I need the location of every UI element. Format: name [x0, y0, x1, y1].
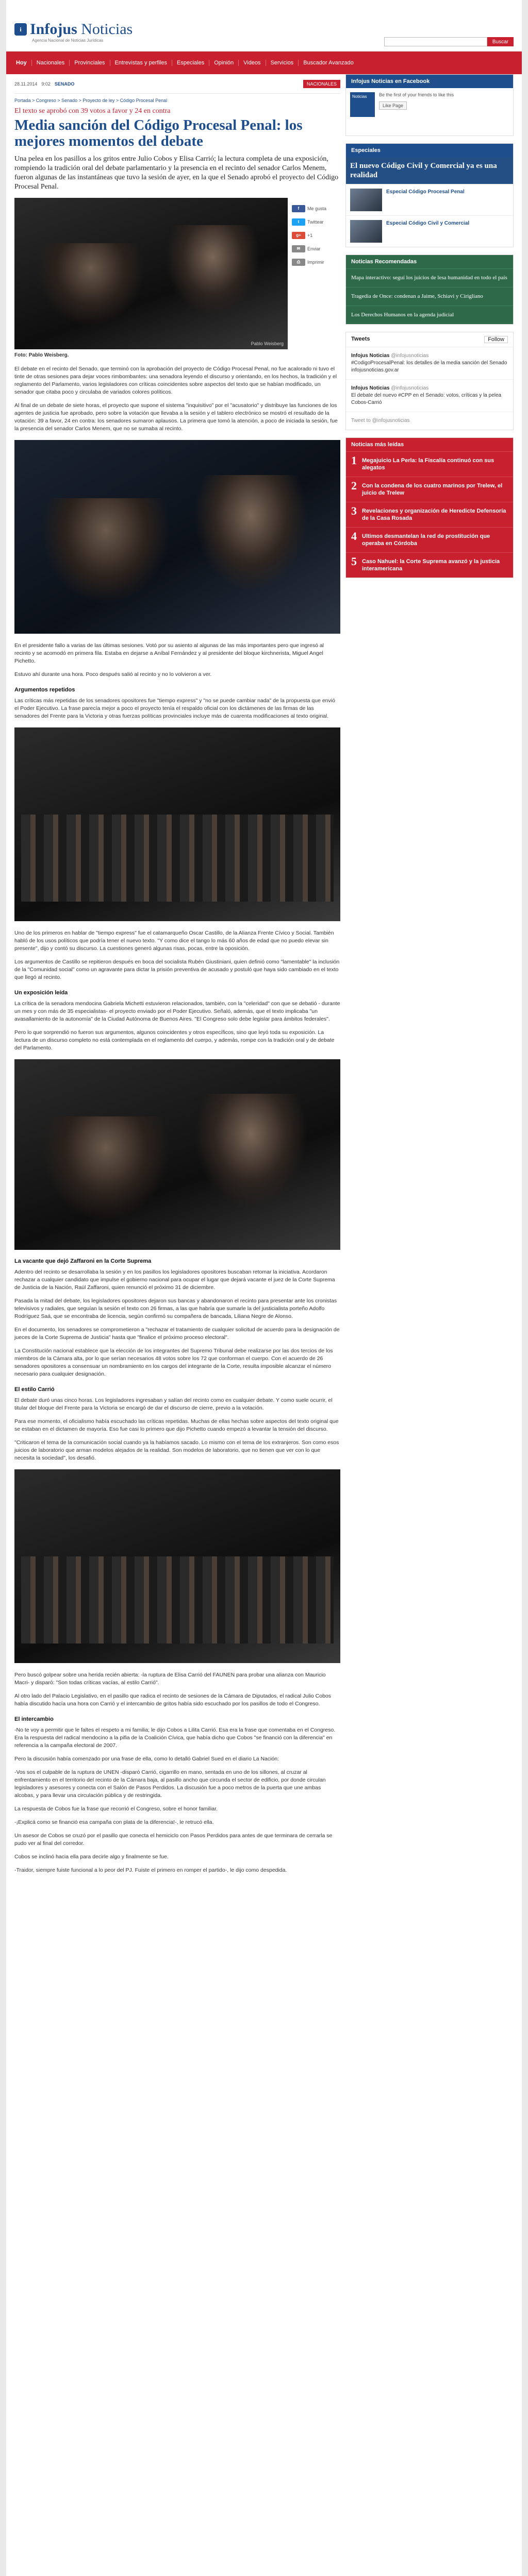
- tweet-compose[interactable]: Tweet to @infojusnoticias: [346, 412, 513, 430]
- recommended-widget: [345, 255, 514, 325]
- paragraph: Al final de un debate de siete horas, el proyecto que supone el sistema "inquisitivo" por el "acusatorio" y distribuye las funciones de los agentes de justicia fue aprobado, pero sobre la votación que llevaba a la sesión y el tablero electrónico se mostró el resultado de la votación: 39 a favor, 24 en contra: los senadores sumaron aplausos. La primera que tomó la atención, a poco de iniciada la sesión, fue la presencia del senador Carlos Menem, que no se sumaba al recinto.: [14, 402, 338, 432]
- mail-icon: ✉: [292, 245, 305, 252]
- hero-block: [14, 198, 340, 349]
- most-read-item[interactable]: 1 Megajuicio La Perla: la Fiscalía continuó con sus alegatos: [346, 451, 513, 477]
- paragraph: Uno de los primeros en hablar de "tiempo express" fue el catamarqueño Oscar Castillo, de la Alianza Frente Cívico y Social. También habló de los usos políticos que podría tener el nuevo texto. "Y como dice el tango lo más 60 años de edad que no puedo elevar sin presente", dijo y contó su discurso. La cuestiones generó algunas risas, pocas, entre la oposición.: [14, 930, 334, 952]
- paragraph: La crítica de la senadora mendocina Gabriela Michetti estuvieron relacionados, también, con la "celeridad" con que se debatió - durante un mes y con más de 35 especialistas- el proyecto enviado por el Poder Ejecutivo. Señaló, además, que el texto implicaba "un avasallamiento de la autonomía" de la Ciudad Autónoma de Buenos Aires. "El Congreso solo debe legislar para ámbitos federales".: [14, 1001, 340, 1022]
- google-plus-button[interactable]: g+ +1: [292, 232, 340, 239]
- nav-item-especiales[interactable]: Especiales: [172, 60, 209, 66]
- special-thumbnail: [350, 189, 382, 211]
- article-date: 28.11.2014: [14, 81, 38, 87]
- paragraph: Pero la discusión había comenzado por una frase de ella, como lo detalló Gabriel Sued en el diario La Nación:: [14, 1756, 279, 1762]
- nav-item-videos[interactable]: Videos: [239, 60, 266, 66]
- article-meta: [14, 74, 340, 94]
- article-time: 9:02: [41, 81, 51, 87]
- facebook-like-page-button[interactable]: Like Page: [379, 101, 407, 110]
- paragraph: Pero lo que sorprendió no fueron sus argumentos, algunos coincidentes y otros específicos, sino que leyó toda su exposición. La lectura de un discurso completo no está contemplada en el reglamento del cuerpo, y además, rompe con la tradición oral y de debate del Parlamento.: [14, 1029, 335, 1051]
- paragraph: Cobos se inclinó hacia ella para decirle algo y finalmente se fue.: [14, 1854, 169, 1860]
- logo-name: Infojus Noticias: [30, 21, 133, 38]
- paragraph: -Traidor, siempre fuiste funcional a lo peor del PJ. Fuiste el primero en romper el partido-, le dijo como despedida.: [14, 1867, 287, 1873]
- paragraph: El debate duró unas cinco horas. Los legisladores ingresaban y salían del recinto como en cualquier debate. Y como suele ocurrir, el titular del bloque del Frente para la Victoria se encargó de dar el discurso de cierre, previo a la votación.: [14, 1397, 333, 1411]
- nav-item-nacionales[interactable]: Nacionales: [32, 60, 70, 66]
- specials-title: Especiales: [346, 144, 513, 157]
- paragraph: Para ese momento, el oficialismo había escuchado las críticas repetidas. Muchas de ellas hechas sobre aspectos del texto original que se estaban en el dictamen de mayoría. Eso fue casi lo primero que dijo Pichetto cuando empezó a levantar la tensión del discurso.: [14, 1418, 339, 1432]
- site-header: [6, 0, 522, 52]
- site-logo[interactable]: [14, 21, 133, 43]
- nav-item-provinciales[interactable]: Provinciales: [70, 60, 110, 66]
- facebook-avatar[interactable]: Noticias: [350, 92, 375, 117]
- twitter-icon: t: [292, 218, 305, 226]
- nav-item-buscador[interactable]: Buscador Avanzado: [303, 60, 354, 66]
- most-read-item[interactable]: 4 Ultimos desmantelan la red de prostitución que operaba en Córdoba: [346, 527, 513, 552]
- paragraph: En el presidente fallo a varias de las últimas sesiones. Votó por su asiento al algunas de las más importantes pero que ingresó al recinto y se acomodó en primera fila. Estaba en dejarse a Aníbal Fernández y al presidente del bloque kirchnerista, Miguel Angel Pichetto.: [14, 642, 324, 664]
- recommended-title: Noticias Recomendadas: [346, 255, 513, 268]
- article-body: [14, 365, 340, 1874]
- photo-credit: Foto: Pablo Weisberg.: [14, 352, 69, 358]
- paragraph: -No te voy a permitir que le faltes el respeto a mi familia; le dijo Cobos a Lilita Carrió. Esa era la frase que comentaba en el Congreso. Era la respuesta del radical mendocino a la pifia de la Coalición Cívica, que había dicho que Cobos "se financió con la diferencia" en referencia a la campaña electoral de 2007.: [14, 1727, 336, 1749]
- special-item[interactable]: Especial Código Civil y Comercial: [346, 215, 513, 247]
- article-title: Media sanción del Código Procesal Penal: los mejores momentos del debate: [14, 117, 303, 149]
- paragraph: Un asesor de Cobos se cruzó por el pasillo que conecta el hemiciclo con Pasos Perdidos para antes de que terminara de cerrarla se pudo ver al final del corredor.: [14, 1833, 333, 1846]
- content-area: [6, 74, 522, 2576]
- paragraph: "Criticaron el tema de la comunicación social cuando ya la habíamos sacado. Lo mismo con el tema de los extranjeros. Son como esos juicios de laboratorio que arman modelos alejados de la realidad. Son modelos de laboratorio, que no tienen que ver con lo que necesita la sociedad", los desafió.: [14, 1439, 339, 1461]
- specials-widget: [345, 143, 514, 247]
- subheading: El estilo Carrió: [14, 1386, 55, 1393]
- special-thumbnail: [350, 220, 382, 243]
- page: [6, 0, 522, 2576]
- paragraph: Estuvo ahí durante una hora. Poco después salió al recinto y no lo volvieron a ver.: [14, 671, 212, 677]
- tweet-button[interactable]: t Twittear: [292, 218, 340, 226]
- tweets-title: Tweets Follow: [346, 332, 513, 347]
- article-photo[interactable]: [14, 1469, 340, 1663]
- nav-item-hoy[interactable]: Hoy: [11, 60, 32, 66]
- facebook-like-button[interactable]: f Me gusta: [292, 205, 340, 212]
- most-read-widget: [345, 437, 514, 578]
- facebook-widget: [345, 74, 514, 136]
- article-section[interactable]: SENADO: [54, 81, 75, 87]
- article-lead: Una pelea en los pasillos a los gritos entre Julio Cobos y Elisa Carrió; la lectura completa de una exposición, rompiendo la tradición oral del debate parlamentario y la presencia en el recinto del senador Carlos Menem, fueron algunas de las instantáneas que tuvo la sesión de ayer, en la que el Senado aprobó el proyecto del Código Procesal Penal.: [14, 155, 339, 191]
- paragraph: La Constitución nacional establece que la elección de los integrantes del Supremo Tribunal debe realizarse por las dos tercios de los miembros de la Cámara alta, por lo que serían necesarios 48 votos sobre los 72 que conforman el cuerpo. Con el acuerdo de 26 senadores opositores a consensuar un nombramiento en los cargos del integrante de la Corte, resulta imposible alcanzar el número necesario para cualquier designación.: [14, 1348, 333, 1377]
- facebook-icon: f: [292, 205, 305, 212]
- paragraph: El debate en el recinto del Senado, que terminó con la aprobación del proyecto de Código Procesal Penal, no fue acalorado ni tuvo el tinte de otras sesiones para dejar voces rimbombantes: una senadora leyendo el discurso y orientando, en los hechos, la tradición y el reglamento del Parlamento, varios legisladores con críticas coincidentes sobre aspectos del texto que se habían modificado, un senador que citaba poco y circulaba de variados colores políticos.: [14, 366, 337, 395]
- paragraph: Los argumentos de Castillo se repitieron después en boca del socialista Rubén Giustiniani, quien definió como "lamentable" la inclusión de la "Comunidad social" como un agravante para dictar la prisión preventiva de acusado y postuló que haya sido cambiado en el texto que llegó al recinto.: [14, 959, 340, 980]
- nav-item-opinion[interactable]: Opinión: [209, 60, 239, 66]
- subheading: Argumentos repetidos: [14, 687, 75, 693]
- paragraph: Adentro del recinto se desarrollaba la sesión y en los pasillos los legisladores opositores buscaban retomar la iniciativa. Acordaron rechazar a cualquier candidato que impulse el gobierno nacional para ocupar el lugar que dejará vacante el juez de la Corte Suprema de Justicia de la Nación, Raúl Zaffaroni, quien renunció el próximo 31 de diciembre.: [14, 1269, 335, 1291]
- breadcrumb[interactable]: Portada > Congreso > Senado > Proyecto de ley > Código Procesal Penal: [14, 98, 168, 103]
- twitter-follow-button[interactable]: Follow: [484, 336, 508, 343]
- facebook-box-text: Be the first of your friends to like this Like Page: [379, 92, 454, 131]
- article-photo[interactable]: [14, 727, 340, 921]
- paragraph: -Vos sos el culpable de la ruptura de UNEN -disparó Carrió, cigarrillo en mano, sentada en uno de los sillones, al cruzar al enfrentamiento en el territorio del recinto de la Cámara baja, al pasillo ancho que circunda el sector de edificio, por donde circulan legisladores y asesores y conecta con el Salón de Pasos Perdidos. La discusión fue a poco metros de la puerta que une ambas alcobas, y para llevar una circulación pública y de restringida.: [14, 1769, 326, 1799]
- section-badge[interactable]: NACIONALES: [303, 80, 340, 88]
- paragraph: Las críticas más repetidas de los senadores opositores fue "tiempo express" y "no se puede cambiar nada" de la propuesta que envió el Poder Ejecutivo. La frase parecía mejor a poco el proyecto tenía el respaldo oficial con los dictámenes de las firmas de las senadores del Frente para la Victoria y otras fuerzas políticas provinciales incluye más de cuarenta modificaciones al texto original.: [14, 698, 335, 719]
- print-icon: ⎙: [292, 259, 305, 266]
- paragraph: En el documento, los senadores se comprometieron a "rechazar el tratamiento de cualquier solicitud de acuerdo para la designación de jueces de la Corte Suprema de Justicia" hasta que "finalice el próximo proceso electoral".: [14, 1327, 340, 1341]
- paragraph: Pasada la mitad del debate, los legisladores opositores dejaron sus bancas y abandonaron el recinto para presentar ante los cronistas televisivos y radiales, que seguían la sesión el texto con 26 firmas, a las que habría que sumarle la del justicialista porteño Adolfo Rodríguez Saá, que se encontraba de licencia, según confirmó su compañera de bancada, Liliana Negre de Alonso.: [14, 1298, 337, 1319]
- article-kicker: El texto se aprobó con 39 votos a favor y 24 en contra: [14, 107, 171, 115]
- special-feature-link[interactable]: El nuevo Código Civil y Comercial ya es una realidad: [346, 157, 513, 184]
- search-button[interactable]: Buscar: [487, 37, 514, 46]
- most-read-item[interactable]: 3 Revelaciones y organización de Heredicte Defensoría de la Casa Rosada: [346, 502, 513, 527]
- tweets-widget: [345, 332, 514, 430]
- share-column: [292, 198, 340, 349]
- most-read-item[interactable]: 5 Caso Nahuel: la Corte Suprema avanzó y la justicia interamericana: [346, 552, 513, 578]
- photo-credit-overlay: Pablo Weisberg: [251, 341, 284, 346]
- most-read-title: Noticias más leídas: [346, 438, 513, 451]
- sidebar: [345, 74, 514, 585]
- search-form: [384, 37, 514, 46]
- logo-tagline: Agencia Nacional de Noticias Jurídicas: [32, 38, 104, 43]
- article-photo[interactable]: [14, 440, 340, 634]
- subheading: El intercambio: [14, 1716, 54, 1722]
- article-photo[interactable]: [14, 1059, 340, 1250]
- facebook-widget-title: Infojus Noticias en Facebook: [346, 75, 513, 88]
- paragraph: Al otro lado del Palacio Legislativo, en el pasillo que radica el recinto de sesiones de la Cámara de Diputados, el radical Julio Cobos había discutido hacía una hora con Carrió y el intercambio de gritos había sido escuchado por los pasillos de todo el Congreso.: [14, 1693, 332, 1707]
- tweet-item: Infojus Noticias @infojusnoticias #CodigoProcesalPenal: los detalles de la media sanción del Senado infojusnoticias.gov.ar: [346, 347, 513, 379]
- print-button[interactable]: ⎙ Imprimir: [292, 259, 340, 266]
- paragraph: -¡Explicá como se financió esa campaña con plata de la diferencia!-, le retrucó ella.: [14, 1819, 214, 1825]
- recommended-item[interactable]: Mapa interactivo: seguí los juicios de lesa humanidad en todo el país: [346, 268, 513, 287]
- google-plus-icon: g+: [292, 232, 305, 239]
- article: [14, 74, 340, 1880]
- subheading: Un exposición leída: [14, 990, 68, 996]
- facebook-page-box: [346, 88, 513, 135]
- paragraph: La respuesta de Cobos fue la frase que recorrió el Congreso, sobre el honor familiar.: [14, 1806, 218, 1812]
- most-read-item[interactable]: 2 Con la condena de los cuatro marinos por Trelew, el juicio de Trelew: [346, 477, 513, 502]
- paragraph: Pero buscó golpear sobre una herida recién abierta: -la ruptura de Elisa Carrió del FAUNEN para probar una alianza con Mauricio Macri- y disparó: "Son todas críticas vacías, al estilo Carrió".: [14, 1672, 326, 1686]
- email-button[interactable]: ✉ Enviar: [292, 245, 340, 252]
- nav-item-entrevistas[interactable]: Entrevistas y perfiles: [110, 60, 172, 66]
- hero-photo[interactable]: [14, 198, 288, 349]
- logo-mark: i: [14, 23, 27, 36]
- recommended-item[interactable]: Los Derechos Humanos en la agenda judicial: [346, 306, 513, 324]
- search-input[interactable]: [384, 37, 487, 46]
- nav-item-servicios[interactable]: Servicios: [266, 60, 299, 66]
- tweet-item: Infojus Noticias @infojusnoticias El debate del nuevo #CPP en el Senado: votos, críticas y la pelea Cobos-Carrió: [346, 379, 513, 412]
- main-nav: [6, 52, 522, 74]
- subheading: La vacante que dejó Zaffaroni en la Corte Suprema: [14, 1258, 152, 1264]
- recommended-item[interactable]: Tragedia de Once: condenan a Jaime, Schiavi y Cirigliano: [346, 287, 513, 306]
- special-item[interactable]: Especial Código Procesal Penal: [346, 184, 513, 215]
